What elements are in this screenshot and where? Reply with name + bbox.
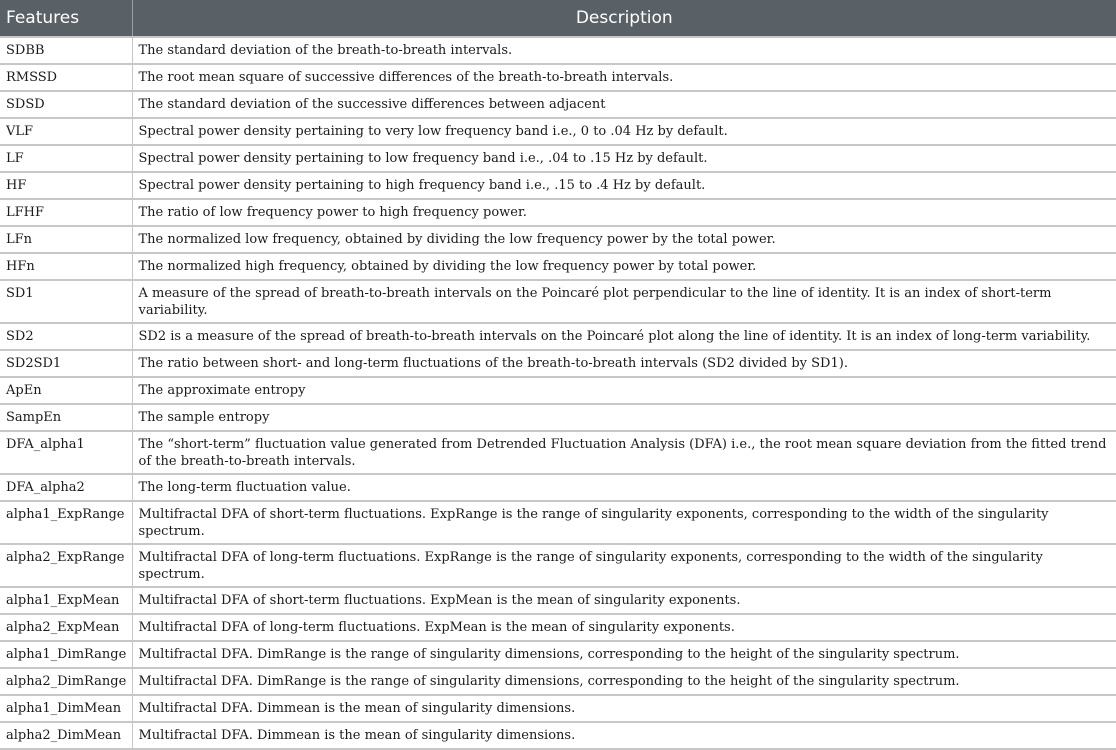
feature-cell: DFA_alpha2 [0, 474, 132, 501]
description-cell: The “short-term” fluctuation value generated from Detrended Fluctuation Analysis (DFA) i.e., the root mean square deviation from the fitted trend of the breath-to-breath intervals. [132, 431, 1116, 474]
table-header [0, 0, 1116, 37]
description-cell: Multifractal DFA. Dimmean is the mean of singularity dimensions. [132, 722, 1116, 749]
description-cell: Multifractal DFA of long-term fluctuations. ExpMean is the mean of singularity exponents. [132, 614, 1116, 641]
table-row [0, 668, 1116, 695]
feature-cell: alpha2_DimMean [0, 722, 132, 749]
feature-cell: LF [0, 145, 132, 172]
table-row [0, 226, 1116, 253]
table-row [0, 37, 1116, 64]
description-cell: The approximate entropy [132, 377, 1116, 404]
feature-cell: ApEn [0, 377, 132, 404]
description-cell: The ratio of low frequency power to high frequency power. [132, 199, 1116, 226]
feature-cell: alpha2_ExpMean [0, 614, 132, 641]
table-row [0, 199, 1116, 226]
table-row [0, 614, 1116, 641]
description-cell: Multifractal DFA. Dimmean is the mean of singularity dimensions. [132, 695, 1116, 722]
header-description: Description [132, 0, 1116, 37]
table-row [0, 695, 1116, 722]
description-cell: The ratio between short- and long-term fluctuations of the breath-to-breath intervals (SD2 divided by SD1). [132, 350, 1116, 377]
description-cell: Multifractal DFA of short-term fluctuations. ExpMean is the mean of singularity exponents. [132, 587, 1116, 614]
header-row [0, 0, 1116, 37]
description-cell: A measure of the spread of breath-to-breath intervals on the Poincaré plot perpendicular to the line of identity. It is an index of short-term variability. [132, 280, 1116, 323]
feature-cell: alpha2_DimRange [0, 668, 132, 695]
feature-cell: HF [0, 172, 132, 199]
table-row [0, 722, 1116, 749]
table-row [0, 641, 1116, 668]
table-row [0, 172, 1116, 199]
feature-cell: HFn [0, 253, 132, 280]
table-row [0, 323, 1116, 350]
header-features: Features [0, 0, 132, 37]
description-cell: The normalized high frequency, obtained by dividing the low frequency power by total power. [132, 253, 1116, 280]
feature-cell: SD2SD1 [0, 350, 132, 377]
description-cell: Multifractal DFA of long-term fluctuations. ExpRange is the range of singularity exponents, corresponding to the width of the singularity spectrum. [132, 544, 1116, 587]
table-row [0, 253, 1116, 280]
table-row [0, 64, 1116, 91]
feature-cell: SDBB [0, 37, 132, 64]
feature-cell: DFA_alpha1 [0, 431, 132, 474]
description-cell: Spectral power density pertaining to high frequency band i.e., .15 to .4 Hz by default. [132, 172, 1116, 199]
feature-cell: alpha1_DimRange [0, 641, 132, 668]
description-cell: SD2 is a measure of the spread of breath-to-breath intervals on the Poincaré plot along the line of identity. It is an index of long-term variability. [132, 323, 1116, 350]
feature-cell: SD1 [0, 280, 132, 323]
feature-cell: alpha1_DimMean [0, 695, 132, 722]
feature-cell: alpha2_ExpRange [0, 544, 132, 587]
table-row [0, 587, 1116, 614]
description-cell: Spectral power density pertaining to low frequency band i.e., .04 to .15 Hz by default. [132, 145, 1116, 172]
description-cell: The normalized low frequency, obtained by dividing the low frequency power by the total power. [132, 226, 1116, 253]
table-row [0, 377, 1116, 404]
feature-cell: SampEn [0, 404, 132, 431]
description-cell: The standard deviation of the successive differences between adjacent [132, 91, 1116, 118]
feature-cell: RMSSD [0, 64, 132, 91]
description-cell: The root mean square of successive differences of the breath-to-breath intervals. [132, 64, 1116, 91]
description-cell: Multifractal DFA. DimRange is the range of singularity dimensions, corresponding to the height of the singularity spectrum. [132, 668, 1116, 695]
feature-cell: alpha1_ExpMean [0, 587, 132, 614]
table-row [0, 501, 1116, 544]
description-cell: The long-term fluctuation value. [132, 474, 1116, 501]
table-row [0, 91, 1116, 118]
feature-cell: LFn [0, 226, 132, 253]
feature-cell: VLF [0, 118, 132, 145]
table-row [0, 280, 1116, 323]
table-row [0, 404, 1116, 431]
table-row [0, 118, 1116, 145]
table-row [0, 350, 1116, 377]
feature-cell: alpha1_ExpRange [0, 501, 132, 544]
table-body [0, 37, 1116, 749]
description-cell: Spectral power density pertaining to very low frequency band i.e., 0 to .04 Hz by default. [132, 118, 1116, 145]
description-cell: Multifractal DFA of short-term fluctuations. ExpRange is the range of singularity exponents, corresponding to the width of the singularity spectrum. [132, 501, 1116, 544]
table-row [0, 474, 1116, 501]
description-cell: Multifractal DFA. DimRange is the range of singularity dimensions, corresponding to the height of the singularity spectrum. [132, 641, 1116, 668]
table-row [0, 544, 1116, 587]
feature-cell: LFHF [0, 199, 132, 226]
description-cell: The sample entropy [132, 404, 1116, 431]
feature-cell: SD2 [0, 323, 132, 350]
table-row [0, 145, 1116, 172]
feature-cell: SDSD [0, 91, 132, 118]
description-cell: The standard deviation of the breath-to-breath intervals. [132, 37, 1116, 64]
table-row [0, 431, 1116, 474]
